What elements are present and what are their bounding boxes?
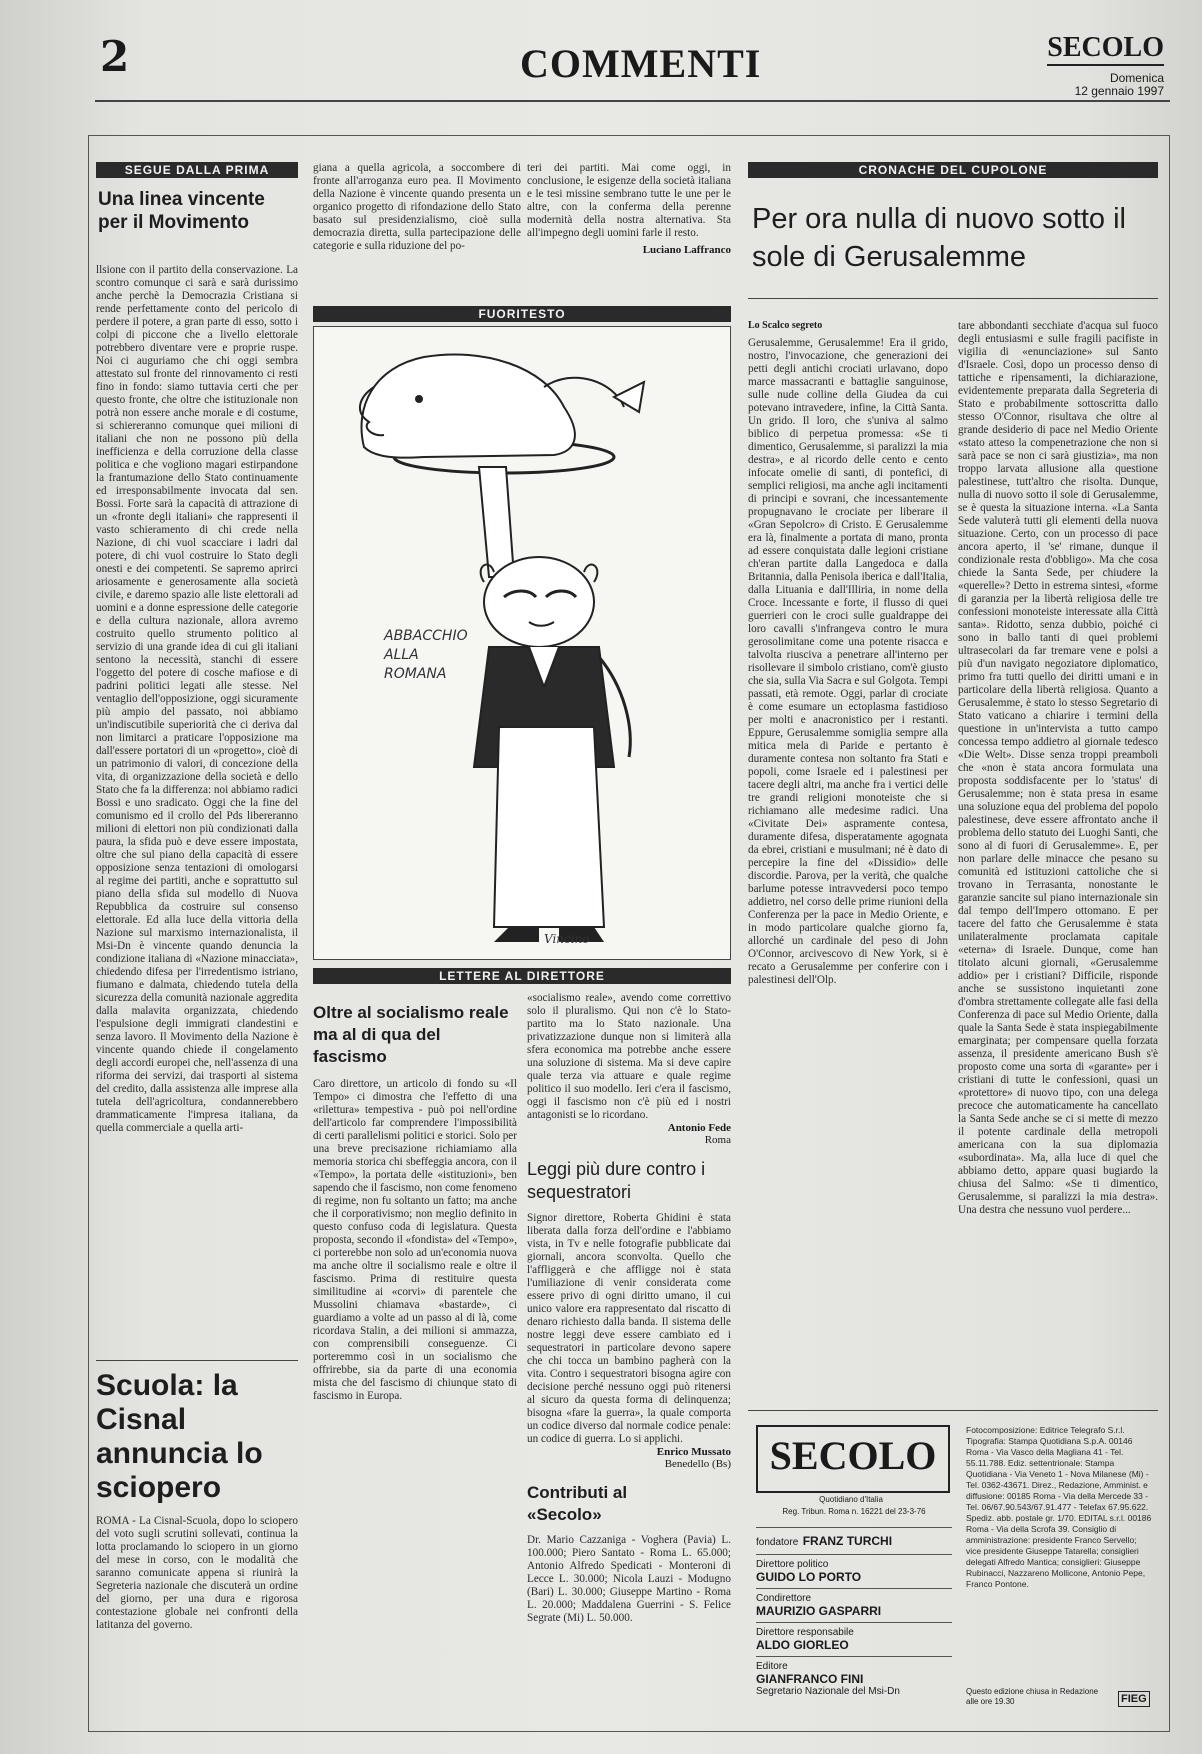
banner-segue: SEGUE DALLA PRIMA [96,162,298,178]
masthead-date [1075,72,1164,98]
letter-sequestratori-body: Signor direttore, Roberta Ghidini è stata liberata dalla forza dell'ordine e l'abbiamo vista, in Tv e nelle fotografie pubblicate dai giornali, ancora sconvolta. Quello che l'affliggerà e che affligge noi è stata l'umiliazione di venir considerata come essere privo di ogni diritto umano, il cui unico valore era rappresentato dal riscatto di denaro richiesto dalla banda. Il sistema delle nostre leggi deve essere cambiato ed i sequestratori in particolare devono sapere che chi tocca un bambino pagherà con la vita. Contro i sequestratori bisogna agire con decisione perché nessuno oggi può ritenersi al sicuro da questa forma di delinquenza; bisogna «fare la guerra», la quale comporta un codice diverso dal normale codice penale: un codice di guerra. Lo si applichi. [527,1212,731,1445]
cupolone-col-b [958,320,1158,1405]
city-fede: Roma [704,1134,731,1146]
masthead [100,22,1170,98]
closing-note: Questo edizione chiusa in Redazione alle ore 19.30 [966,1687,1099,1706]
headline-linea-vincente: Una linea vincente per il Movimento [98,189,265,233]
column-3 [527,162,731,302]
cartoon [313,326,731,960]
staff-list [756,1527,952,1701]
resp-name: ALDO GIORLEO [756,1638,849,1652]
headline-cisnal: Scuola: la Cisnal annuncia lo sciopero [96,1369,263,1504]
signature-mussato: Enrico Mussato [656,1446,731,1458]
resp-label: Direttore responsabile [756,1627,854,1638]
section-title: COMMENTI [520,41,762,86]
masthead-date-text: 12 gennaio 1997 [1074,84,1164,98]
editor-label: Editore [756,1661,788,1672]
letter-socialismo-cont: «socialismo reale», avendo come correttivo solo il pluralismo. Qui non c'è lo Stato-partito ma lo Stato nazionale. Una privatizzazione dunque non si limiterà alla sfera economica ma potrebbe anche essere una soluzione di sistema. Ma si deve capire quale terza via attuare e quale regime politico il suo modello. Ieri c'era il fascismo, oggi il fascismo non c'è più ed i nostri antagonisti se lo ricordano. [527,992,731,1121]
box-logo-sub: Quotidiano d'Italia [819,1495,883,1504]
cupolone-col-a [748,320,948,1405]
masthead-logo: SECOLO [1047,32,1164,66]
cartoon-drawing [314,327,730,959]
article-linea-vincente-end: teri dei partiti. Mai come oggi, in conclusione, le esigenze della società italiana e le tesi missine sembrano tutte le une per le altre, con la conferma della perenne modernità della nostra alternativa. Sta all'impegno degli uomini farle il resto. [527,162,731,239]
city-mussato: Benedello (Bs) [664,1458,731,1470]
column-3-lower [527,992,731,1727]
contributi-body: Dr. Mario Cazzaniga - Voghera (Pavia) L. 100.000; Piero Santato - Roma L. 65.000; Antonio Alfredo Spedicati - Monteroni di Lecce L. 30.000; Nicola Lauzi - Modugno (Bari) L. 30.000; Giuseppe Martino - Roma L. 20.000; Maddalena Guerrini - S. Felice Segrate (Mi) L. 50.000. [527,1534,731,1624]
cartoon-signature: Vincino [544,932,590,946]
article-cisnal: ROMA - La Cisnal-Scuola, dopo lo sciopero del voto sugli scrutini sollevati, continua la lotta proclamando lo sciopero in un giorno del mese in corso, con le modalità che saranno comunicate appena si riunirà la Segreteria nazionale che discuterà un ordine del giorno, per una dura e rigorosa contestazione globale nei confronti della latitanza del governo. [96,1515,298,1631]
editor-name: GIANFRANCO FINI [756,1672,864,1686]
page-number: 2 [100,32,130,81]
political-name: GUIDO LO PORTO [756,1570,862,1584]
banner-cupolone: CRONACHE DEL CUPOLONE [748,162,1158,178]
fieg-logo: FIEG [1118,1691,1150,1707]
signature-fede: Antonio Fede [667,1122,731,1134]
co-name: MAURIZIO GASPARRI [756,1604,882,1618]
author-scalco: Lo Scalco segreto [748,320,823,331]
divider [748,298,1158,299]
article-gerusalemme-cont: tare abbondanti secchiate d'acqua sul fuoco degli entusiasmi e sulle fragili pacifiste in vigilia di «enunciazione» sul Santo d'Israele. Così, dopo un processo denso di tattiche e ripensamenti, la dichiarazione, evidentemente preparata dalla Segreteria di Stato e probabilmente sottoscritta dallo stesso O'Connor, risultava che oltre al grande desiderio di pace nel Medio Oriente «stato atteso la compenetrazione che non si sarà pace se non ci sarà giustizia», ma non troppo larvata allusione alla questione palestinese, tutt'altro che risolta. Dunque, nulla di nuovo sotto il sole di Gerusalemme, se è questa la situazione interna. «La Santa Sede valuterà tutti gli elementi della nuova situazione. Certo, con un processo di pace ancora aperto, il 'se' rimane, dunque il condizionale resta d'obbligo». Ma che cosa chiede la Santa Sede, per chiudere la «querelle»? Detto in estrema sintesi, «forme di garanzia per la libertà religiosa delle tre confessioni monoteiste interessate alla Città santa». Ridotto, senza dubbio, poiché ci sono in ballo tanti di quei problemi ultrasecolari da far tremare vene e polsi a più d'un navigato negoziatore diplomatico, primo fra tutti quello dei diritti umani e in particolare della libertà religiosa. Quanto a Gerusalemme, è stato lo stesso Segretario di Stato vaticano a chiarire i termini della questione in un'intervista a tutto campo concessa tempo addietro al giornale tedesco «Die Welt». Disse senza troppi preamboli che «non è stata ancora formulata una proposta soddisfacente per lo 'status' di Gerusalemme; non è stata presa in esame una soluzione equa del problema del popolo palestinese, deve essere affrontato anche il problema dello statuto dei Luoghi Santi, che sono al di fuori di Gerusalemme». E, per non parlare delle minacce che pesano su comunità ed istituzioni cattoliche che si trovano in Terrasanta, nonostante le garanzie sancite sul piano internazionale sin dal tempo dell'Impero ottomano. E per tacere del fatto che Gerusalemme è stata unilateralmente proclamata capitale «eterna» di Israele. Dunque, come han titolato alcuni giornali, «Gerusalemme addio» per i cristiani? Difficile, risponde anche se sussistono inquietanti zone d'ombra strettamente collegate alle fasi della Conferenza di pace sul Medio Oriente, dalla quale la Santa Sede è stata inspiegabilmente emarginata; per compensare quella forzata assenza, il presidente americano Bush s'è proposto come una sorta di «garante» per i cristiani di tutte le confessioni, quasi un «protettore» di nuovo tipo, con una delega precoce che automaticamente ha cancellato la Santa Sede anche se ci si mette di mezzo il potente cardinale della metropoli americana con la sua diplomazia «subordinata». Ma, alla luce di quel che abbiamo detto, appare quasi bugiardo la chiusa del Salmo: «Se ti dimentico, Gerusalemme, si paralizzi la mia destra». Una destra che nessuno vuol perdere... [958,320,1158,1216]
column-1 [96,162,298,1722]
co-label: Condirettore [756,1593,812,1604]
article-gerusalemme: Gerusalemme, Gerusalemme! Era il grido, nostro, l'invocazione, che generazioni dei petti degli antichi crociati urlavano, dopo marce massacranti e battaglie sanguinose, sulle nude colline della Giudea da cui potevano intravedere, infine, la Città Santa. Un grido. Il loro, che s'univa al salmo biblico di perpetua promessa: «Se ti dimentico, Gerusalemme, si paralizzi la mia destra», e al ricordo delle cento e cento infocate omelie di santi, di pontefici, di semplici religiosi, ma anche agli incitamenti di principi e sovrani, che incessantemente propugnavano le crociate per liberare il «Gran Sepolcro» di Cristo. E Gerusalemme era là, finalmente a portata di mano, pronta ad essere conquistata dalle legioni cristiane ch'eran partite dalla Langedoca e dalla Britannia, dalla Penisola iberica e dall'Italia, dalla Lituania e dall'Illiria, in nome della Croce. Incessante e forte, il flusso di quei guerrieri con le croci sulle gualdrappe dei loro cavalli s'infrangeva contro le mura gerosolimitane come una potente risacca e talvolta riusciva a penetrare all'interno per risollevare il simbolo cristiano, com'è giusto che sia, sulla Via Sacra e sul Golgota. Tempi passati, età remote. Oggi, parlar di crociate è come esumare un ectoplasma fastidioso per molti e anacronistico per i restanti. Eppure, Gerusalemme somiglia sempre alla mitica mela di Paride e pertanto è duramente contesa non soltanto fra Stati e popoli, come Israele ed i palestinesi per tacere degli altri, ma anche fra i vertici delle tre grandi religioni monoteiste che si richiamano alle medesime radici. Una «Civitate Dei» aspramente contesa, duramente difesa, disperatamente agognata da ebrei, cristiani e musulmani; né è dato di percepire la fine del «Dissidio» delle discordie. Parova, per la verità, che qualche barlume potesse intravvedersi poco tempo addietro, nel corso delle prime riunioni della Conferenza per la pace in Medio Oriente, e in modo particolare qualche giorno fa, allorché un cardinale del peso di John O'Connor, arcivescovo di New York, si è recato a Gerusalemme per conferire con i palestinesi dell'Olp. [748,337,948,986]
divider [96,1360,298,1361]
political-label: Direttore politico [756,1559,829,1570]
box-logo-frame [756,1425,950,1493]
editorial-box [748,1410,1158,1726]
letter-1 [313,992,517,1727]
article-linea-vincente-cont: giana a quella agricola, a soccombere di fronte all'arroganza euro pea. Il Movimento della Nazione è vincente quando presenta un organico progetto di rifondazione dello Stato basato sul presidenzialismo, cioè sulla democrazia diretta, sulla partecipazione delle categorie e sulla riduzione del po- [313,162,521,252]
headline-gerusalemme: Per ora nulla di nuovo sotto il sole di Gerusalemme [752,203,1126,273]
imprint-text: Fotocomposizione: Editrice Telegrafo S.r.l. Tipografia: Stampa Quotidiana S.p.A. 00146 Roma - Via Vasco della Magliana 41 - Tel. 55.11.788. Ediz. settentrionale: Stampa Quotidiana - Via Veneto 1 - Nova Milanese (Mi) - Tel. 0362-43671. Direz., Redazione, Amminist. e diffusione: 00185 Roma - Via della Mercede 33 - Tel. 06/67.90.543/67.91.477 - Telefax 67.95.622. Spediz. abb. postale gr. 1/70. EDITAL s.r.l. 00186 Roma - Via della Scrofa 39. Consiglio di amministrazione: presidente Franco Servello; vice presidente Giuseppe Tatarella; consiglieri delegati Alfredo Mantica; consiglieri: Giuseppe Rubinacci, Nazzareno Mollicone, Antonio Pepe, Franco Pontone. [966,1425,1152,1589]
editor-role: Segretario Nazionale del Msi-Dn [756,1686,900,1697]
masthead-day: Domenica [1109,71,1164,85]
headline-contributi: Contributi al «Secolo» [527,1483,628,1524]
box-logo: SECOLO [769,1433,937,1478]
box-reg: Reg. Tribun. Roma n. 16221 del 23-3-76 [782,1507,926,1516]
masthead-rule [95,100,1170,102]
founder-label: fondatore [756,1537,799,1548]
headline-letter-socialismo: Oltre al socialismo reale ma al di qua del fascismo [313,1003,509,1066]
letter-socialismo-body: Caro direttore, un articolo di fondo su «Il Tempo» ci dimostra che l'effetto di una «rilettura» tempestiva - può poi nell'ordine dell'articolo far comprendere l'impossibilità di certi parallelismi politici e storici. Solo per una breve precisazione richiamiamo alla memoria storica chi sbeffeggia ancora, con il «Tempo», la portata delle «istituzioni», ben sapendo che il fascismo, non come fenomeno di regime, non fu soltanto un fatto; ma anche che il corporativismo; non meglio definito in questo confuso coda di legislatura. Questa proposta, secondo il «fondista» del «Tempo», ci porterebbe non solo ad un'economia nuova ma anche oltre il socialismo reale e oltre il fascismo. Prima di restituire questa similitudine ai «corvi» di parentele che Mussolini chiamava «bastarde», ci guardiamo a volte ad un passo al di là, come ricordava Stalin, a dei milioni si ammazza, con comprensibili conseguenze. Ci porteremmo così in un socialismo che offrirebbe, sia da parte di una economia mista che del fascismo di chiunque stato di fascismo in Europa. [313,1078,517,1402]
banner-lettere: LETTERE AL DIRETTORE [313,968,731,984]
founder-name: FRANZ TURCHI [802,1534,893,1548]
fuoritesto-section [313,306,731,966]
banner-fuoritesto: FUORITESTO [313,306,731,322]
headline-sequestratori: Leggi più dure contro i sequestratori [527,1159,706,1202]
cartoon-caption: ABBACCHIO ALLA ROMANA [384,628,468,682]
author-laffranco: Luciano Laffranco [642,244,731,256]
column-2 [313,162,521,312]
article-linea-vincente: llsione con il partito della conservazione. La scontro comunque ci sarà e sarà durissimo anche perchè la Democrazia Cristiana si rende perfettamente conto del pericolo di perdere il potere, a gran parte di esso, sotto i colpi di piccone che a livello elettorale potrebbero diventare vere e proprie ruspe. Noi ci auguriamo che chi oggi sembra attestato sul fronte del rinnovamento ci resti fino in fondo: siamo tuttavia certi che per questo fronte, che oltre che istituzionale non potrà non essere anche morale e di costume, si schiereranno comunque quei milioni di italiani che non ne possono più della inefficienza e della corruzione della classe politica e che vogliono magari estirpandone la frantumazione dello Stato continuamente ed irresponsabilmente invocata dal sen. Bossi. Forte sarà la capacità di attrazione di un «fronte degli italiani» che rappresenti il vasto schieramento di chi crede nella Nazione, di chi vuol scacciare i ladri dal potere, di chi vuol costruire lo Stato degli onesti e dei competenti. Se sapremo aprirci ariosamente e generosamente alla società civile, e daremo spazio alle liste elettorali ad uomini e a donne espressione delle categorie e della cultura nazionale, allora avremo costruito quello strumento politico al servizio di una grande idea di cui gli italiani sentono la necessità, stanchi di essere l'oggetto del potere di cosche mafiose e di padrini politici legati alle stesse. Nel ventaglio dell'opposizione, oggi sicuramente più ampio del passato, noi abbiamo un'indiscutibile superiorità che ci deriva dal non limitarci a praticare l'opposizione ma dall'essere portatori di un «progetto», cioè di un patrimonio di valori, di concezione della vita, di organizzazione della società e dello Stato che fa la differenza: noi abbiamo radici Bossi e uno sradicato. Oggi che la fine del comunismo ed il crollo del Pds libereranno milioni di elettori non più condizionati dalla paura, la sfida può e deve essere impostata, oltre che sul piano della capacità di essere opposizione senza tentazioni di omologarsi al regime dei partiti, anche e soprattutto sul piano della sfida sul modello di Nuova Repubblica da costruire sul consenso elettorale. Ed alla luce della vittoria della Nazione sul marxismo internazionalista, il Msi-Dn è vincente quando denuncia la condizione italiana di «Nazione minacciata», chiedendo difesa per l'irredentismo istriano, fiumano e dalmata, chiedendo tutela della sicurezza della comunità nazionale aggredita dalla malavita organizzata, chiedendo l'espulsione degli immigrati clandestini e senza lavoro. Il Movimento della Nazione è vincente quando chiede il congelamento degli accordi europei che, nell'assenza di una riforma dei servizi, dai trasporti al sistema del credito, dalla assistenza alle imprese alla tutela dell'agricoltura, condannerebbero drammaticamente l'impresa italiana, da quella commerciale a quella arti- [96,264,298,1134]
